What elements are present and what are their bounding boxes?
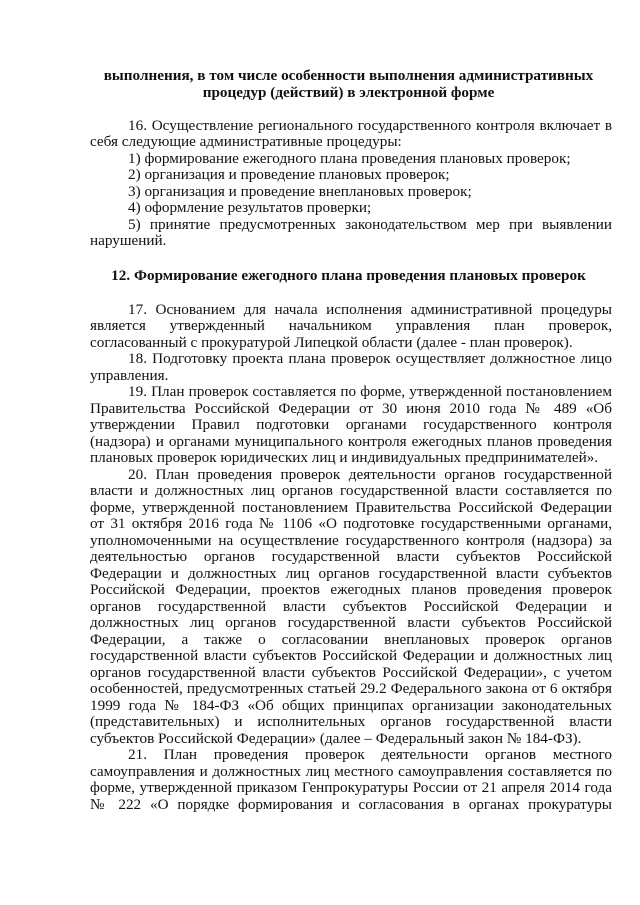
paragraph-19-line: (надзора) и органами муниципального контроля ежегодных планов проведения bbox=[90, 433, 612, 450]
paragraph-20-line: форме, утвержденной постановлением Правительства Российской Федерации bbox=[90, 499, 612, 516]
paragraph-20-line: субъектов Российской Федерации» (далее – Федеральный закон № 184-ФЗ). bbox=[90, 730, 582, 747]
paragraph-20-line: власти и должностных лиц органов государственной власти составляется по bbox=[90, 482, 612, 499]
paragraph-20-line: 20. План проведения проверок деятельности органов государственной bbox=[128, 466, 612, 483]
paragraph-16-line: себя следующие административные процедуры: bbox=[90, 133, 402, 150]
section-heading-line-1: выполнения, в том числе особенности выполнения административных bbox=[103, 67, 594, 84]
paragraph-18-line: 18. Подготовку проекта плана проверок осуществляет должностное лицо bbox=[128, 350, 612, 367]
paragraph-20-line: (представительных) и исполнительных органов государственной власти bbox=[90, 713, 612, 730]
paragraph-19-line: утверждении Правил подготовки органами государственного контроля bbox=[90, 416, 612, 433]
paragraph-19-line: 19. План проверок составляется по форме, утвержденной постановлением bbox=[128, 383, 612, 400]
paragraph-20-line: деятельностью органов государственной власти субъектов Российской bbox=[90, 548, 612, 565]
paragraph-20-line: особенностей, предусмотренных статьей 29.2 Федерального закона от 6 октября bbox=[90, 680, 612, 697]
paragraph-20-line: должностных лиц органов государственной власти субъектов Российской bbox=[90, 614, 612, 631]
paragraph-20-line: уполномоченными на осуществление государственного контроля (надзора) за bbox=[90, 532, 612, 549]
paragraph-21-line: форме, утвержденной приказом Генпрокуратуры России от 21 апреля 2014 года bbox=[90, 779, 612, 796]
paragraph-19-line: Правительства Российской Федерации от 30 июня 2010 года № 489 «Об bbox=[90, 400, 612, 417]
list-item-4: 4) оформление результатов проверки; bbox=[128, 199, 372, 216]
paragraph-19-line: плановых проверок юридических лиц и индивидуальных предпринимателей». bbox=[90, 449, 599, 466]
list-item-5-cont: нарушений. bbox=[90, 232, 167, 249]
list-item-2: 2) организация и проведение плановых проверок; bbox=[128, 166, 450, 183]
section-heading-line-2: процедур (действий) в электронной форме bbox=[202, 84, 495, 101]
paragraph-21-line: № 222 «О порядке формирования и согласования в органах прокуратуры bbox=[90, 796, 612, 813]
paragraph-20-line: 1999 года № 184-ФЗ «Об общих принципах организации законодательных bbox=[90, 697, 612, 714]
list-item-3: 3) организация и проведение внеплановых проверок; bbox=[128, 183, 472, 200]
paragraph-20-line: Российской Федерации, проектов ежегодных планов проведения проверок bbox=[90, 581, 612, 598]
list-item-1: 1) формирование ежегодного плана проведения плановых проверок; bbox=[128, 150, 571, 167]
paragraph-20-line: органов государственной власти субъектов Российской Федерации», с учетом bbox=[90, 664, 612, 681]
section-12-heading: 12. Формирование ежегодного плана проведения плановых проверок bbox=[111, 267, 586, 284]
paragraph-20-line: государственной власти субъектов Российской Федерации и должностных лиц bbox=[90, 647, 612, 664]
paragraph-17-line: является утвержденный начальником управления план проверок, bbox=[90, 317, 612, 334]
paragraph-20-line: органов государственной власти субъектов Российской Федерации и bbox=[90, 598, 612, 615]
paragraph-21-line: 21. План проведения проверок деятельности органов местного bbox=[128, 746, 612, 763]
paragraph-18-line: управления. bbox=[90, 367, 169, 384]
paragraph-20-line: от 31 октября 2016 года № 1106 «О подготовке государственными органами, bbox=[90, 515, 612, 532]
paragraph-17-line: согласованный с прокуратурой Липецкой области (далее - план проверок). bbox=[90, 334, 573, 351]
paragraph-17-line: 17. Основанием для начала исполнения административной процедуры bbox=[128, 301, 612, 318]
paragraph-16-line: 16. Осуществление регионального государственного контроля включает в bbox=[128, 117, 612, 134]
paragraph-20-line: Федерации и должностных лиц органов государственной власти субъектов bbox=[90, 565, 612, 582]
list-item-5: 5) принятие предусмотренных законодательством мер при выявлении bbox=[128, 216, 612, 233]
paragraph-20-line: Федерации, а также о согласовании внеплановых проверок органов bbox=[90, 631, 612, 648]
paragraph-21-line: самоуправления и должностных лиц местного самоуправления составляется по bbox=[90, 763, 612, 780]
